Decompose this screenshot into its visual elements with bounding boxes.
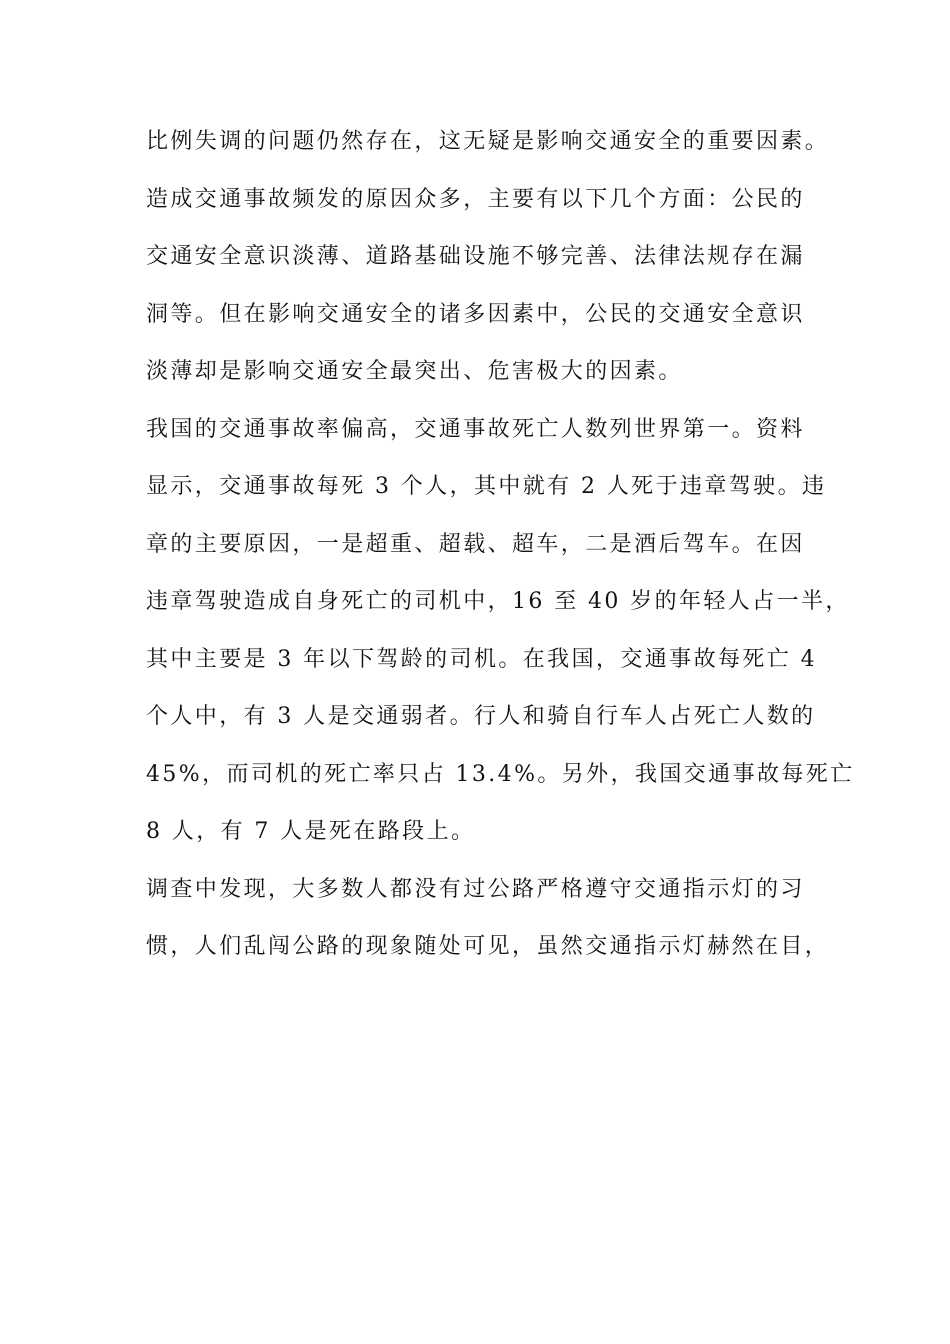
body-text: [146, 122, 855, 985]
text-line: 比例失调的问题仍然存在，这无疑是影响交通安全的重要因素。: [146, 129, 830, 154]
text-line: 调查中发现，大多数人都没有过公路严格遵守交通指示灯的习: [146, 876, 805, 902]
text-line: 45%，而司机的死亡率只占 13.4%。另外，我国交通事故每死亡: [146, 761, 855, 787]
text-line: 洞等。但在影响交通安全的诸多因素中，公民的交通安全意识: [146, 301, 805, 327]
text-line: 8 人，有 7 人是死在路段上。: [146, 819, 476, 844]
text-line: 其中主要是 3 年以下驾龄的司机。在我国，交通事故每死亡 4: [146, 646, 817, 672]
text-line: 我国的交通事故率偏高，交通事故死亡人数列世界第一。资料: [146, 416, 805, 442]
text-line: 章的主要原因，一是超重、超载、超车，二是酒后驾车。在因: [146, 531, 805, 557]
text-line: 显示，交通事故每死 3 个人，其中就有 2 人死于违章驾驶。违: [146, 474, 827, 499]
text-line: 交通安全意识淡薄、道路基础设施不够完善、法律法规存在漏: [146, 244, 805, 269]
text-line: 惯，人们乱闯公路的现象随处可见，虽然交通指示灯赫然在目，: [146, 934, 830, 959]
text-line: 淡薄却是影响交通安全最突出、危害极大的因素。: [146, 359, 683, 384]
text-line: 个人中，有 3 人是交通弱者。行人和骑自行车人占死亡人数的: [146, 704, 816, 729]
text-line: 违章驾驶造成自身死亡的司机中，16 至 40 岁的年轻人占一半，: [146, 589, 850, 614]
text-line: 造成交通事故频发的原因众多，主要有以下几个方面：公民的: [146, 186, 805, 212]
